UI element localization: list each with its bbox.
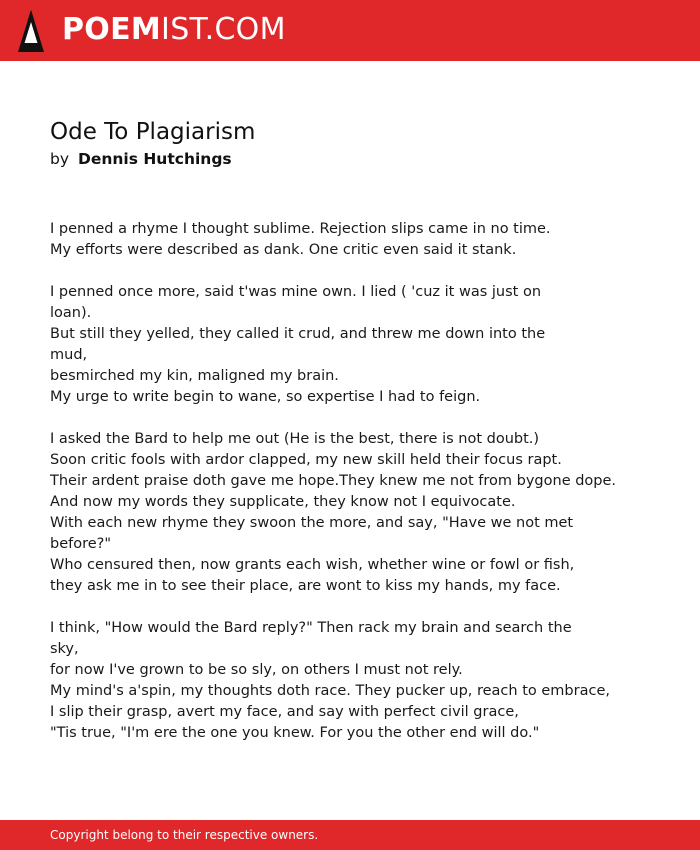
poem-line: besmirched my kin, maligned my brain.: [50, 368, 339, 384]
author-name: Dennis Hutchings: [77, 150, 232, 168]
brand-light-text: IST.COM: [161, 12, 286, 47]
poem-title: Ode To Plagiarism: [50, 119, 256, 145]
poem-line: I penned once more, said t'was mine own. I lied ( 'cuz it was just on: [50, 284, 542, 300]
poem-line: mud,: [50, 347, 88, 363]
poem-line: I think, "How would the Bard reply?" Then rack my brain and search the: [50, 620, 572, 636]
copyright-text: Copyright belong to their respective owners.: [50, 828, 319, 842]
poem-body: [50, 219, 617, 765]
poem-stanza: [50, 282, 610, 408]
poem-line: I penned a rhyme I thought sublime. Rejection slips came in no time.: [50, 221, 551, 237]
poem-line: My urge to write begin to wane, so expertise I had to feign.: [50, 389, 481, 405]
by-label: by: [50, 150, 70, 168]
poem-line: Their ardent praise doth gave me hope.They knew me not from bygone dope.: [50, 473, 617, 489]
poem-line: Soon critic fools with ardor clapped, my new skill held their focus rapt.: [50, 452, 562, 468]
poem-line: My mind's a'spin, my thoughts doth race. They pucker up, reach to embrace,: [50, 683, 610, 699]
poem-line: sky,: [50, 641, 79, 657]
site-header: [0, 0, 700, 61]
poem-line: Who censured then, now grants each wish, whether wine or fowl or fish,: [50, 557, 575, 573]
site-footer: [0, 820, 700, 850]
byline: [50, 148, 650, 170]
poem-line: "Tis true, "I'm ere the one you knew. For you the other end will do.": [50, 725, 540, 741]
poem-line: And now my words they supplicate, they know not I equivocate.: [50, 494, 516, 510]
poem-line: for now I've grown to be so sly, on others I must not rely.: [50, 662, 463, 678]
poem-line: loan).: [50, 305, 92, 321]
poem-stanza: [50, 219, 610, 261]
poem-line: My efforts were described as dank. One critic even said it stank.: [50, 242, 517, 258]
site-brand-link[interactable]: [62, 12, 286, 48]
poem-line: they ask me in to see their place, are wont to kiss my hands, my face.: [50, 578, 561, 594]
poem-stanza: [50, 618, 610, 744]
pencil-icon[interactable]: [18, 10, 44, 52]
brand-bold-text: POEM: [62, 12, 162, 47]
poem-line: I slip their grasp, avert my face, and say with perfect civil grace,: [50, 704, 519, 720]
poem-stanza: [50, 429, 617, 597]
poem-line: I asked the Bard to help me out (He is the best, there is not doubt.): [50, 431, 540, 447]
poem-line: before?": [50, 536, 112, 552]
poem-line: But still they yelled, they called it crud, and threw me down into the: [50, 326, 546, 342]
poem-line: With each new rhyme they swoon the more, and say, "Have we not met: [50, 515, 574, 531]
poem-heading: [50, 116, 650, 170]
